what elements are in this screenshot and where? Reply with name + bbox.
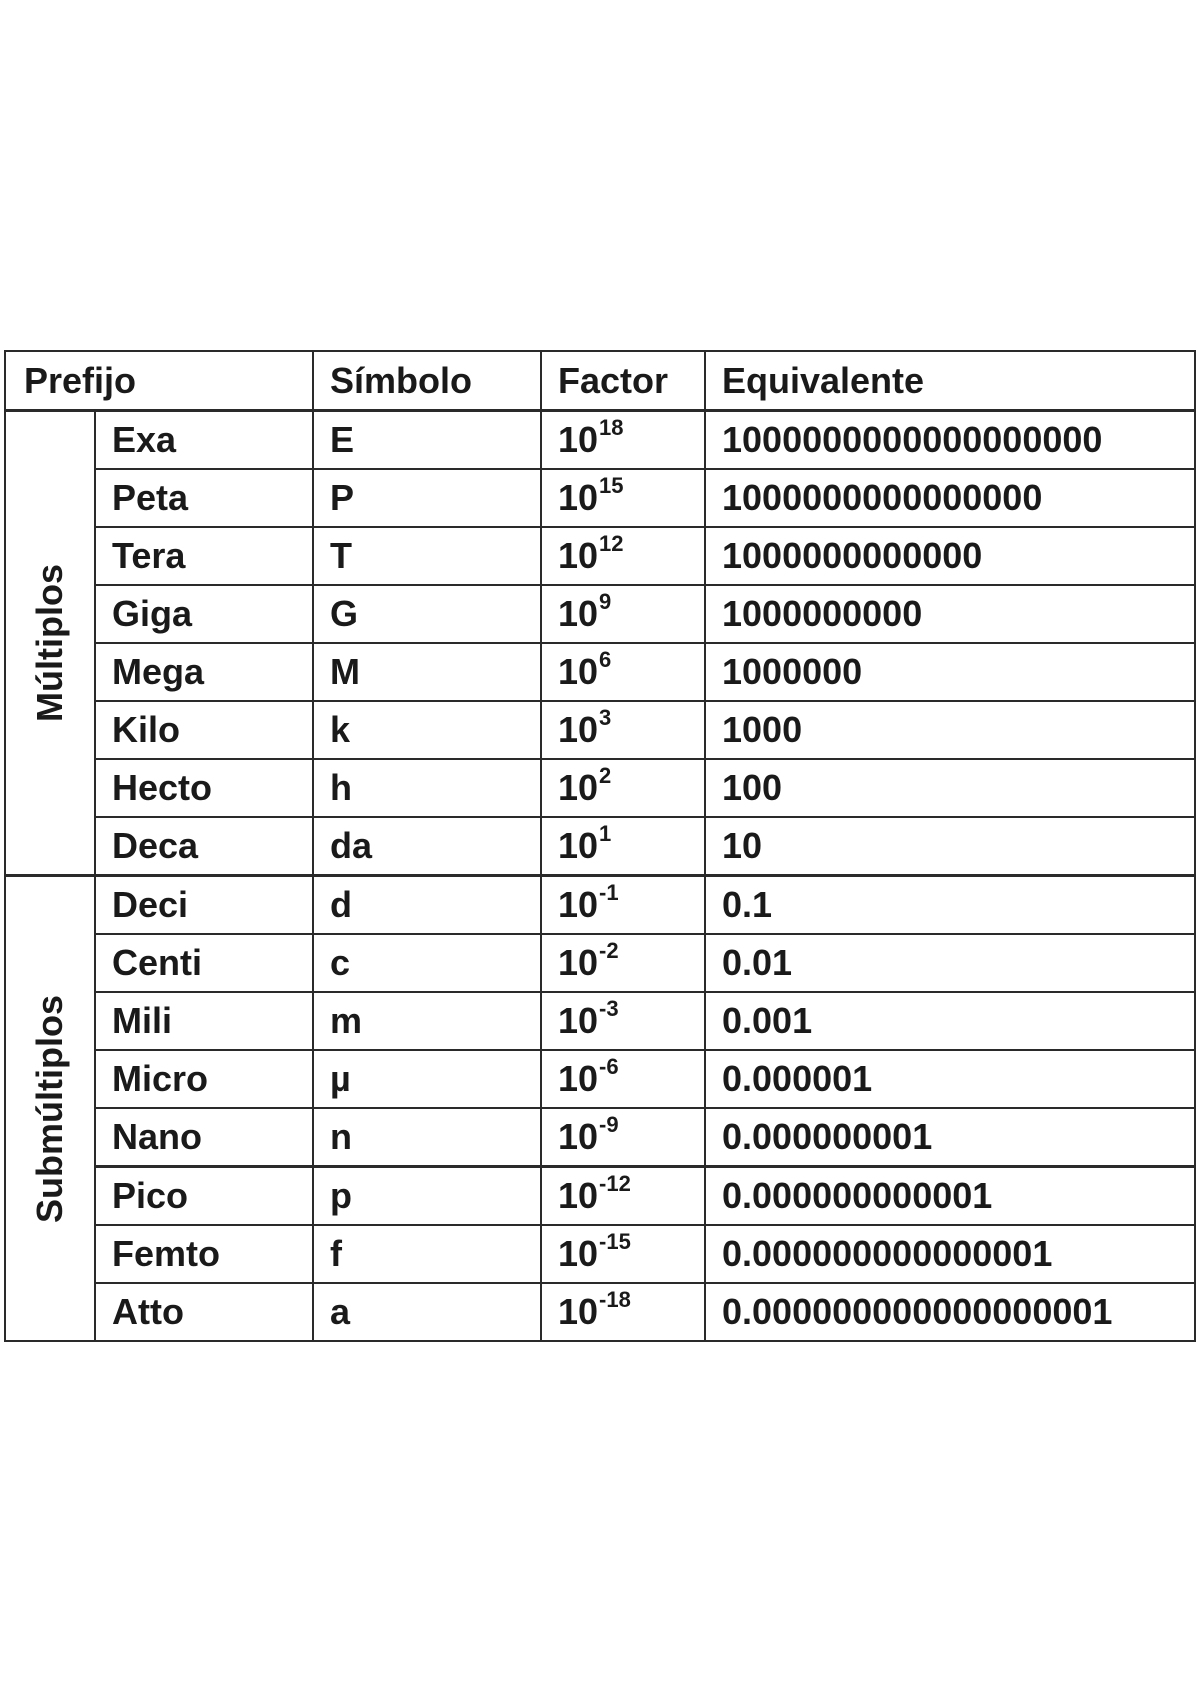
prefix-cell: Mega bbox=[95, 643, 313, 701]
table-row bbox=[5, 1167, 1195, 1226]
symbol-cell: k bbox=[313, 701, 541, 759]
table-row bbox=[5, 934, 1195, 992]
factor-exponent: -18 bbox=[599, 1287, 631, 1312]
equivalent-cell: 0.000000001 bbox=[705, 1108, 1195, 1167]
prefix-cell: Deca bbox=[95, 817, 313, 876]
prefix-cell: Giga bbox=[95, 585, 313, 643]
equivalent-cell: 100 bbox=[705, 759, 1195, 817]
header-symbol: Símbolo bbox=[313, 351, 541, 411]
symbol-cell: c bbox=[313, 934, 541, 992]
equivalent-cell: 0.000001 bbox=[705, 1050, 1195, 1108]
factor-base: 10 bbox=[558, 651, 599, 692]
factor-exponent: 12 bbox=[599, 531, 624, 556]
symbol-cell: m bbox=[313, 992, 541, 1050]
prefix-cell: Tera bbox=[95, 527, 313, 585]
equivalent-cell: 1000 bbox=[705, 701, 1195, 759]
group-multiples-label: Múltiplos bbox=[29, 564, 70, 722]
factor-base: 10 bbox=[558, 1291, 599, 1332]
table-row bbox=[5, 817, 1195, 876]
factor-cell bbox=[541, 469, 705, 527]
factor-base: 10 bbox=[558, 1175, 599, 1216]
factor-base: 10 bbox=[558, 767, 599, 808]
symbol-cell: p bbox=[313, 1167, 541, 1226]
prefix-cell: Femto bbox=[95, 1225, 313, 1283]
table-row bbox=[5, 1108, 1195, 1167]
factor-cell bbox=[541, 1225, 705, 1283]
factor-base: 10 bbox=[558, 884, 599, 925]
factor-exponent: 1 bbox=[599, 821, 612, 846]
table-row bbox=[5, 1283, 1195, 1341]
symbol-cell: d bbox=[313, 876, 541, 935]
symbol-cell: G bbox=[313, 585, 541, 643]
factor-cell bbox=[541, 992, 705, 1050]
symbol-cell: h bbox=[313, 759, 541, 817]
equivalent-cell: 0.01 bbox=[705, 934, 1195, 992]
factor-cell bbox=[541, 585, 705, 643]
table-row bbox=[5, 759, 1195, 817]
factor-cell bbox=[541, 527, 705, 585]
prefix-cell: Atto bbox=[95, 1283, 313, 1341]
group-submultiples-cell bbox=[5, 876, 95, 1342]
prefix-cell: Mili bbox=[95, 992, 313, 1050]
factor-cell bbox=[541, 701, 705, 759]
symbol-cell: da bbox=[313, 817, 541, 876]
factor-exponent: 6 bbox=[599, 647, 612, 672]
equivalent-cell: 10 bbox=[705, 817, 1195, 876]
factor-base: 10 bbox=[558, 535, 599, 576]
factor-cell bbox=[541, 876, 705, 935]
factor-exponent: -1 bbox=[599, 880, 619, 905]
equivalent-cell: 1000000000000000000 bbox=[705, 411, 1195, 470]
symbol-cell: n bbox=[313, 1108, 541, 1167]
table-row bbox=[5, 1050, 1195, 1108]
prefix-cell: Nano bbox=[95, 1108, 313, 1167]
factor-exponent: -2 bbox=[599, 938, 619, 963]
factor-exponent: 3 bbox=[599, 705, 612, 730]
factor-base: 10 bbox=[558, 419, 599, 460]
factor-base: 10 bbox=[558, 942, 599, 983]
header-equivalent: Equivalente bbox=[705, 351, 1195, 411]
prefix-cell: Kilo bbox=[95, 701, 313, 759]
factor-exponent: 18 bbox=[599, 415, 624, 440]
table-row bbox=[5, 411, 1195, 470]
symbol-cell: f bbox=[313, 1225, 541, 1283]
factor-exponent: 2 bbox=[599, 763, 612, 788]
factor-base: 10 bbox=[558, 709, 599, 750]
prefix-cell: Deci bbox=[95, 876, 313, 935]
factor-base: 10 bbox=[558, 1116, 599, 1157]
factor-exponent: 9 bbox=[599, 589, 612, 614]
factor-base: 10 bbox=[558, 593, 599, 634]
symbol-cell: E bbox=[313, 411, 541, 470]
symbol-cell: P bbox=[313, 469, 541, 527]
si-prefix-table-container bbox=[4, 350, 1194, 1342]
prefix-cell: Hecto bbox=[95, 759, 313, 817]
equivalent-cell: 1000000 bbox=[705, 643, 1195, 701]
symbol-cell: µ bbox=[313, 1050, 541, 1108]
table-row bbox=[5, 992, 1195, 1050]
factor-cell bbox=[541, 643, 705, 701]
factor-cell bbox=[541, 411, 705, 470]
si-prefix-table bbox=[4, 350, 1196, 1342]
group-multiples-cell bbox=[5, 411, 95, 876]
factor-cell bbox=[541, 817, 705, 876]
table-row bbox=[5, 643, 1195, 701]
header-row bbox=[5, 351, 1195, 411]
table-row bbox=[5, 527, 1195, 585]
equivalent-cell: 0.000000000000000001 bbox=[705, 1283, 1195, 1341]
table-body bbox=[5, 411, 1195, 1342]
factor-cell bbox=[541, 1283, 705, 1341]
table-row bbox=[5, 876, 1195, 935]
factor-exponent: 15 bbox=[599, 473, 624, 498]
factor-base: 10 bbox=[558, 477, 599, 518]
factor-base: 10 bbox=[558, 1000, 599, 1041]
equivalent-cell: 1000000000000 bbox=[705, 527, 1195, 585]
equivalent-cell: 0.000000000000001 bbox=[705, 1225, 1195, 1283]
symbol-cell: a bbox=[313, 1283, 541, 1341]
factor-cell bbox=[541, 934, 705, 992]
symbol-cell: T bbox=[313, 527, 541, 585]
header-factor: Factor bbox=[541, 351, 705, 411]
table-row bbox=[5, 1225, 1195, 1283]
table-row bbox=[5, 585, 1195, 643]
prefix-cell: Peta bbox=[95, 469, 313, 527]
prefix-cell: Exa bbox=[95, 411, 313, 470]
symbol-cell: M bbox=[313, 643, 541, 701]
equivalent-cell: 0.000000000001 bbox=[705, 1167, 1195, 1226]
equivalent-cell: 1000000000 bbox=[705, 585, 1195, 643]
factor-base: 10 bbox=[558, 1058, 599, 1099]
factor-exponent: -9 bbox=[599, 1112, 619, 1137]
factor-exponent: -15 bbox=[599, 1229, 631, 1254]
prefix-cell: Centi bbox=[95, 934, 313, 992]
equivalent-cell: 0.001 bbox=[705, 992, 1195, 1050]
factor-cell bbox=[541, 759, 705, 817]
prefix-cell: Micro bbox=[95, 1050, 313, 1108]
group-submultiples-label: Submúltiplos bbox=[29, 994, 70, 1223]
factor-cell bbox=[541, 1108, 705, 1167]
table-row bbox=[5, 701, 1195, 759]
equivalent-cell: 1000000000000000 bbox=[705, 469, 1195, 527]
table-row bbox=[5, 469, 1195, 527]
factor-cell bbox=[541, 1050, 705, 1108]
factor-base: 10 bbox=[558, 1233, 599, 1274]
factor-exponent: -6 bbox=[599, 1054, 619, 1079]
factor-exponent: -3 bbox=[599, 996, 619, 1021]
header-prefix: Prefijo bbox=[5, 351, 313, 411]
factor-base: 10 bbox=[558, 825, 599, 866]
factor-cell bbox=[541, 1167, 705, 1226]
equivalent-cell: 0.1 bbox=[705, 876, 1195, 935]
factor-exponent: -12 bbox=[599, 1171, 631, 1196]
prefix-cell: Pico bbox=[95, 1167, 313, 1226]
